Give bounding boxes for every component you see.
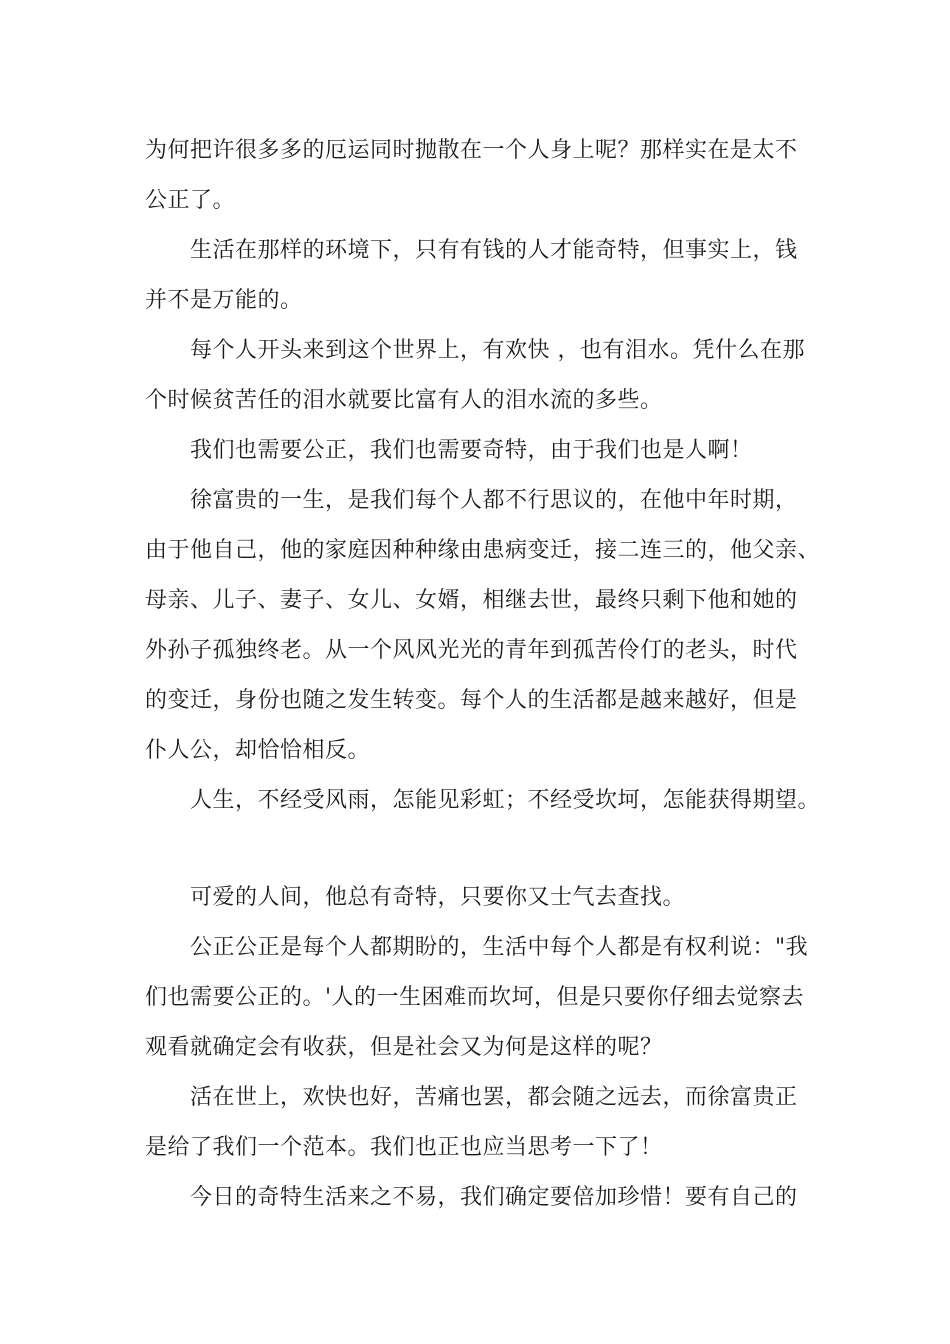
text-line: 外孙子孤独终老。从一个风风光光的青年到孤苦伶仃的老头，时代 (145, 638, 798, 663)
text-line: 并不是万能的。 (145, 288, 303, 313)
text-line: 仆人公，却恰恰相反。 (145, 738, 371, 763)
text-line: 今日的奇特生活来之不易，我们确定要倍加珍惜！要有自己的 (190, 1185, 798, 1210)
text-line: 可爱的人间，他总有奇特，只要你又士气去查找。 (190, 885, 686, 910)
text-line: 观看就确定会有收获，但是社会又为何是这样的呢？ (145, 1035, 663, 1060)
text-line: 们也需要公正的。'人的一生困难而坎坷，但是只要你仔细去觉察去 (145, 985, 805, 1010)
text-line: 个时候贫苦任的泪水就要比富有人的泪水流的多些。 (145, 388, 663, 413)
text-line: 母亲、儿子、妻子、女儿、女婿，相继去世，最终只剩下他和她的 (145, 588, 798, 613)
text-line: 生活在那样的环境下，只有有钱的人才能奇特，但事实上，钱 (190, 238, 798, 263)
text-line: 公正了。 (145, 188, 236, 213)
text-line: 公正公正是每个人都期盼的，生活中每个人都是有权利说："我 (190, 935, 809, 960)
text-line: 人生，不经受风雨，怎能见彩虹；不经受坎坷，怎能获得期望。 (190, 788, 821, 813)
text-line: 我们也需要公正，我们也需要奇特，由于我们也是人啊！ (190, 438, 753, 463)
text-line: 由于他自己，他的家庭因种种缘由患病变迁，接二连三的，他父亲、 (145, 538, 821, 563)
text-line: 活在世上，欢快也好，苦痛也罢，都会随之远去，而徐富贵正 (190, 1085, 798, 1110)
text-line: 每个人开头来到这个世界上，有欢快 ，也有泪水。凭什么在那 (190, 338, 805, 363)
text-line: 的变迁，身份也随之发生转变。每个人的生活都是越来越好，但是 (145, 688, 798, 713)
text-line: 是给了我们一个范本。我们也正也应当思考一下了！ (145, 1135, 663, 1160)
text-line: 徐富贵的一生，是我们每个人都不行思议的，在他中年时期， (190, 488, 798, 513)
text-line: 为何把许很多多的厄运同时抛散在一个人身上呢？那样实在是太不 (145, 138, 798, 163)
